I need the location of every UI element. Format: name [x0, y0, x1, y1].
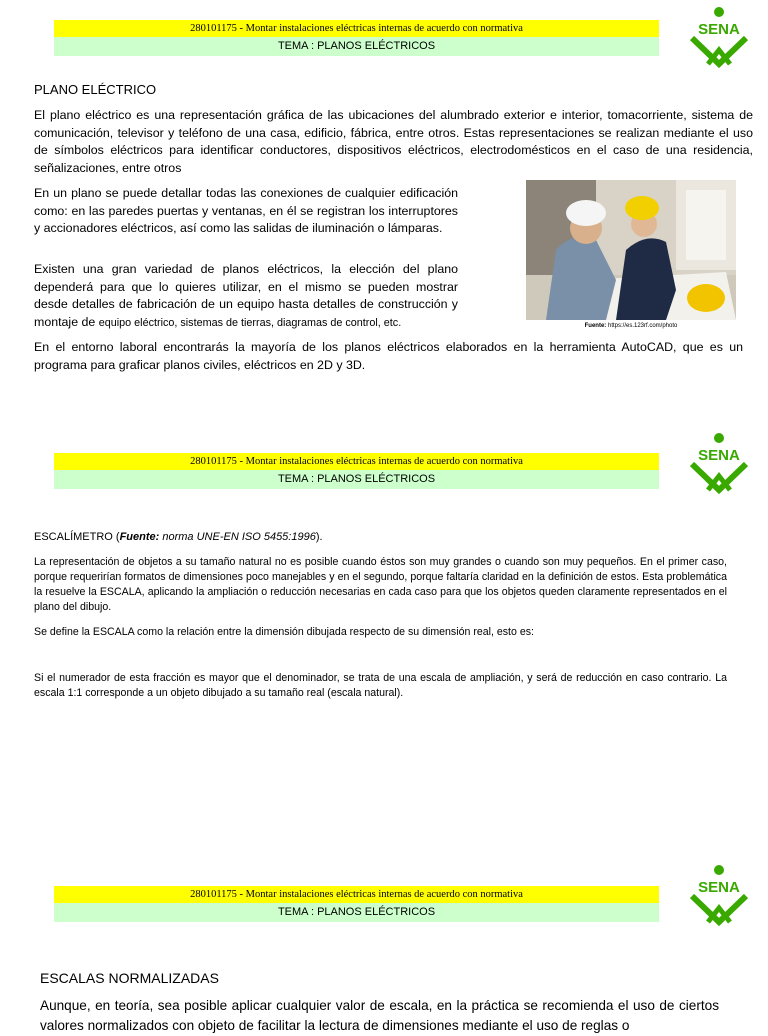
course-header: 280101175 - Montar instalaciones eléctricas internas de acuerdo con normativa — [54, 20, 659, 37]
page-3 — [0, 860, 768, 1033]
sena-logo — [688, 6, 750, 70]
page-1 — [0, 0, 768, 400]
sena-logo-text: SENA — [698, 21, 740, 38]
sena-logo-text: SENA — [698, 447, 740, 464]
photo-caption: Fuente: https://es.123rf.com/photo — [584, 323, 678, 329]
paragraph-connections: En un plano se puede detallar todas las conexiones de cualquier edificación como: en las paredes puertas y ventanas, en él se registran los interruptores y accionadores eléctricos, así como las salidas de iluminación o lámparas. — [34, 186, 458, 235]
topic-header: TEMA : PLANOS ELÉCTRICOS — [54, 903, 659, 922]
topic-header: TEMA : PLANOS ELÉCTRICOS — [54, 37, 659, 56]
engineers-photo — [526, 180, 736, 320]
page-2 — [0, 430, 768, 850]
paragraph-variety-tail: equipo eléctrico, sistemas de tierras, diagramas de control, etc. — [98, 316, 402, 329]
section-title-escalas: ESCALAS NORMALIZADAS — [40, 970, 219, 986]
paragraph-definition: El plano eléctrico es una representación gráfica de las ubicaciones del alumbrado exterior e interior, tomacorriente, sistema de comunicación, televisor y teléfono de una casa, edificio, fábrica, entre otros. Estas representaciones se realizan mediante el uso de símbolos eléctricos para identificar conductores, dispositivos eléctricos, electrodomésticos en el caso de una residencia, señalizaciones, entre otros — [34, 108, 753, 175]
paragraph-autocad: En el entorno laboral encontrarás la mayoría de los planos eléctricos elaborados en la herramienta AutoCAD, que es un programa para graficar planos civiles, eléctricos en 2D y 3D. — [34, 340, 743, 372]
sena-logo — [688, 864, 750, 928]
course-header: 280101175 - Montar instalaciones eléctricas internas de acuerdo con normativa — [54, 453, 659, 470]
paragraph-representation: La representación de objetos a su tamaño natural no es posible cuando éstos son muy grandes o cuando son muy pequeños. En el primer caso, porque requerirían formatos de dimensiones poco manejables y en el segundo, porque faltaría claridad en la definición de estos. Esta problemática la resuelve la ESCALA, aplicando la ampliación o reducción necesarias en cada caso para que los objetos queden claramente representados en el plano del dibujo. — [34, 556, 727, 613]
section-title-escalimetro: ESCALÍMETRO (Fuente: norma UNE-EN ISO 5455:1996). — [34, 531, 323, 543]
sena-logo-text: SENA — [698, 879, 740, 896]
sena-logo — [688, 432, 750, 496]
course-header: 280101175 - Montar instalaciones eléctricas internas de acuerdo con normativa — [54, 886, 659, 903]
paragraph-variety-main: Existen una gran variedad de planos eléctricos, la elección del plano dependerá para que lo quieres utilizar, en el mismo se pueden mostrar desde detalles de fabricación de un equipo hasta detalles de construcción y montaje de — [34, 262, 458, 329]
paragraph-scale-types: Si el numerador de esta fracción es mayor que el denominador, se trata de una escala de ampliación, y será de reducción en caso contrario. La escala 1:1 corresponde a un objeto dibujado a su tamaño real (escala natural). — [34, 672, 727, 699]
topic-header: TEMA : PLANOS ELÉCTRICOS — [54, 470, 659, 489]
paragraph-normalized-scales: Aunque, en teoría, sea posible aplicar cualquier valor de escala, en la práctica se recomienda el uso de ciertos valores normalizados con objeto de facilitar la lectura de dimensiones mediante el uso de reglas o — [40, 998, 719, 1033]
section-title-plano: PLANO ELÉCTRICO — [34, 82, 157, 97]
paragraph-variety — [34, 261, 458, 332]
paragraph-scale-definition: Se define la ESCALA como la relación entre la dimensión dibujada respecto de su dimensión real, esto es: — [34, 626, 534, 638]
